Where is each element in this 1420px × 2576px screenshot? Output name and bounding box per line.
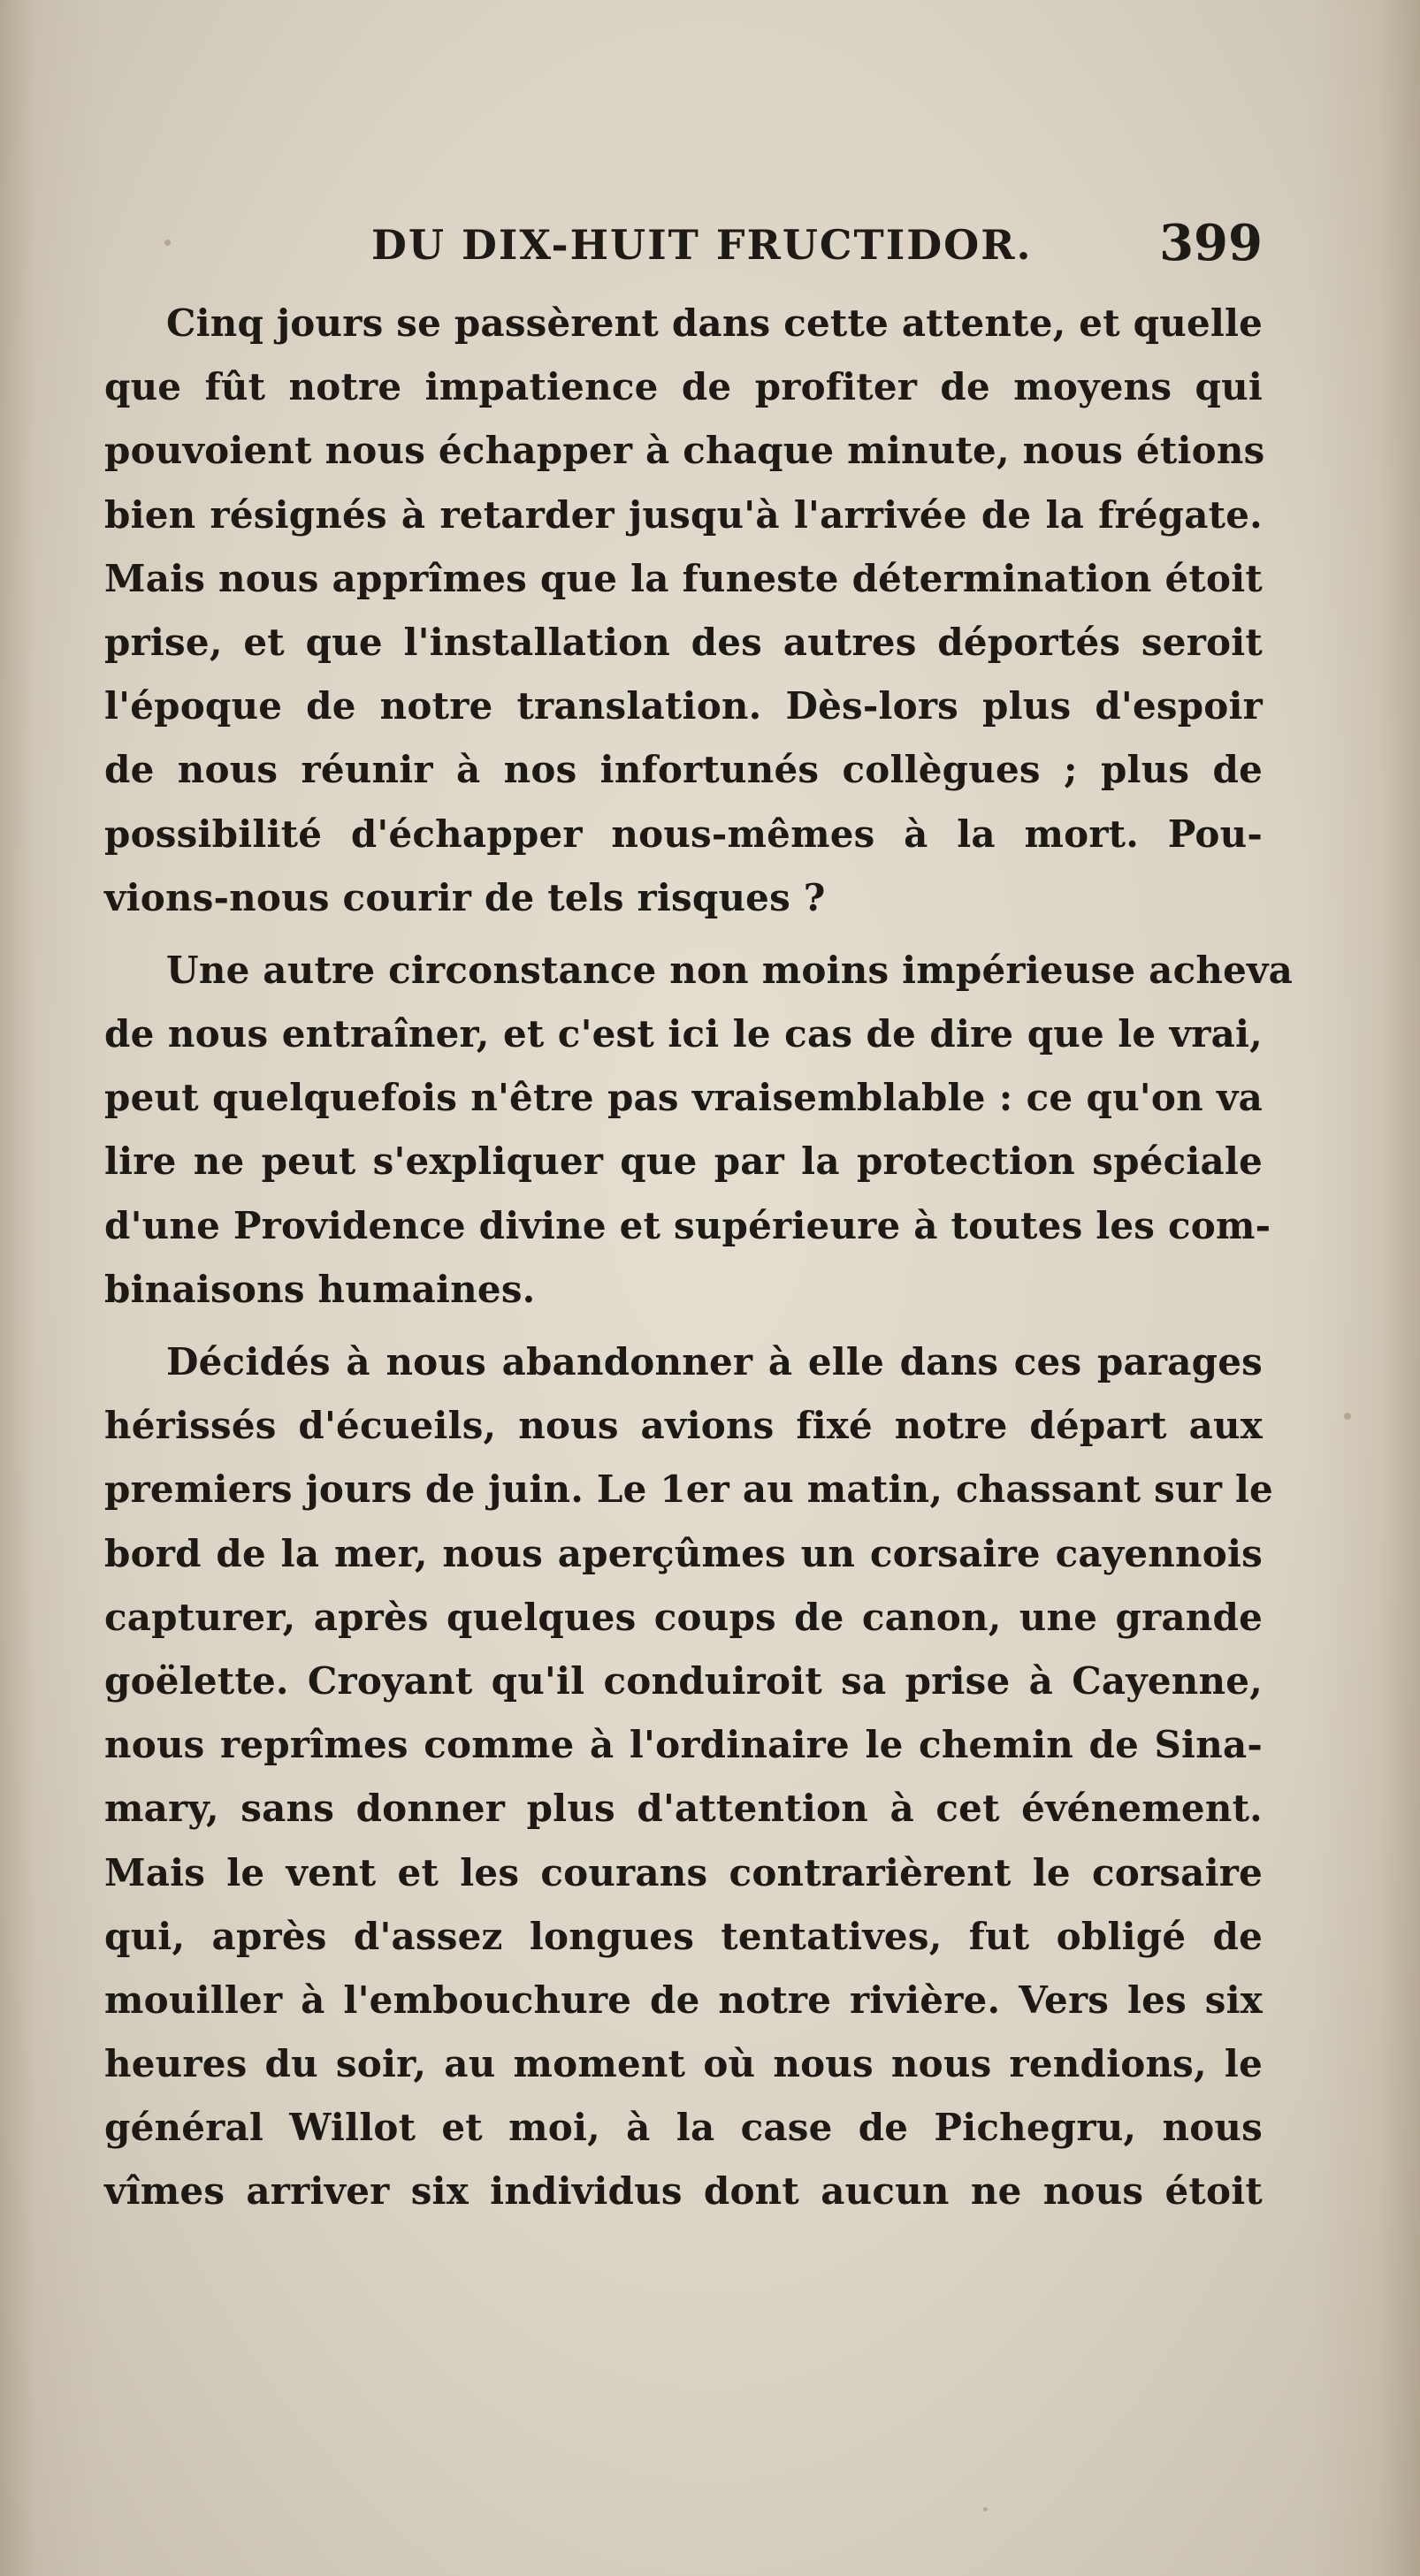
text-line: Mais le vent et les courans contrarièrent le corsaire	[104, 1850, 1263, 1894]
text-line: mouiller à l'embouchure de notre rivière. Vers les six	[104, 1978, 1263, 2022]
page-number: 399	[1159, 214, 1263, 272]
text-line: de nous réunir à nos infortunés collègues ; plus de	[104, 748, 1263, 792]
text-line: Mais nous apprîmes que la funeste détermination étoit	[104, 556, 1263, 600]
paper-spot	[983, 2507, 988, 2511]
text-line: Une autre circonstance non moins impérieuse acheva	[166, 948, 1294, 992]
text-line: goëlette. Croyant qu'il conduiroit sa prise à Cayenne,	[104, 1658, 1263, 1703]
text-line: Cinq jours se passèrent dans cette attente, et quelle	[166, 301, 1263, 345]
text-line: général Willot et moi, à la case de Pichegru, nous	[104, 2106, 1263, 2150]
text-line: capturer, après quelques coups de canon, une grande	[104, 1595, 1263, 1639]
text-line: prise, et que l'installation des autres déportés seroit	[104, 620, 1263, 664]
running-title: DU DIX-HUIT FRUCTIDOR.	[371, 221, 1033, 269]
text-line: heures du soir, au moment où nous nous rendions, le	[104, 2042, 1263, 2086]
text-line: qui, après d'assez longues tentatives, fut obligé de	[104, 1914, 1263, 1958]
text-line: binaisons humaines.	[104, 1267, 536, 1311]
text-line: mary, sans donner plus d'attention à cet événement.	[104, 1787, 1263, 1831]
text-line: lire ne peut s'expliquer que par la protection spéciale	[104, 1139, 1263, 1184]
text-line: bien résignés à retarder jusqu'à l'arrivée de la frégate.	[104, 492, 1263, 537]
text-line: l'époque de notre translation. Dès-lors plus d'espoir	[104, 684, 1263, 728]
text-line: pouvoient nous échapper à chaque minute, nous étions	[104, 429, 1265, 473]
text-line: vions-nous courir de tels risques ?	[104, 875, 826, 919]
text-line: Décidés à nous abandonner à elle dans ces parages	[166, 1340, 1263, 1383]
text-line: nous reprîmes comme à l'ordinaire le chemin de Sina-	[104, 1723, 1263, 1767]
text-line: de nous entraîner, et c'est ici le cas de dire que le vrai,	[104, 1012, 1263, 1056]
text-line: d'une Providence divine et supérieure à toutes les com-	[104, 1203, 1271, 1247]
text-line: bord de la mer, nous aperçûmes un corsaire cayennois	[104, 1531, 1263, 1575]
paper-spot	[1344, 1413, 1351, 1420]
text-line: que fût notre impatience de profiter de moyens qui	[104, 365, 1263, 409]
text-line: peut quelquefois n'être pas vraisemblable : ce qu'on va	[104, 1076, 1263, 1120]
text-line: possibilité d'échapper nous-mêmes à la mort. Pou-	[104, 812, 1263, 856]
text-line: hérissés d'écueils, nous avions fixé notre départ aux	[104, 1404, 1263, 1448]
page-header	[104, 214, 1263, 285]
text-line: vîmes arriver six individus dont aucun ne nous étoit	[104, 2169, 1263, 2214]
text-line: premiers jours de juin. Le 1er au matin, chassant sur le	[104, 1467, 1273, 1512]
body-text	[104, 292, 1294, 2224]
